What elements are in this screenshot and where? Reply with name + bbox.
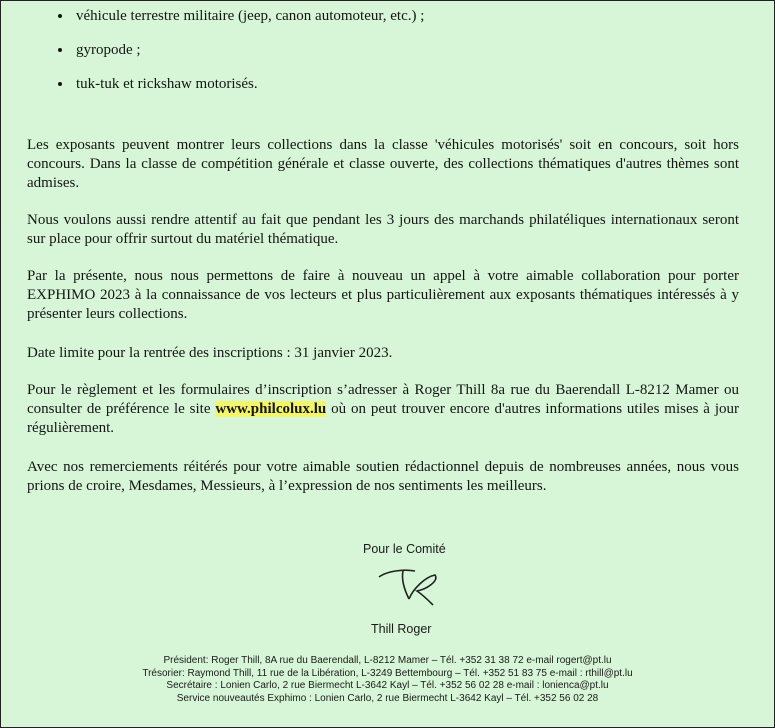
list-item: • gyropode ;: [73, 41, 424, 59]
letter-footer: [1, 655, 774, 705]
paragraph-text: où on peut trouver encore d'autres informations utiles mises à jour régulièrement.: [27, 401, 739, 436]
paragraph-appel: Par la présente, nous nous permettons de faire à nouveau un appel à votre aimable collaboration pour porter EXPHIMO 2023 à la connaissance de vos lecteurs et plus particulièrement aux exposants thématiques intéressés à y présenter leurs collections.: [27, 268, 739, 322]
list-item: • tuk-tuk et rickshaw motorisés.: [73, 75, 424, 93]
footer-line-tresorier: Trésorier: Raymond Thill, 11 rue de la Libération, L-3249 Bettembourg – Tél. +352 51 83 75 e-mail : rthill@pt.lu: [142, 667, 633, 679]
signature-label: Pour le Comité: [363, 542, 446, 556]
list-item: • véhicule terrestre militaire (jeep, canon automoteur, etc.) ;: [73, 7, 424, 25]
vehicle-list: [33, 7, 424, 109]
website-link[interactable]: www.philcolux.lu: [215, 401, 327, 417]
paragraph-date-limite: Date limite pour la rentrée des inscriptions : 31 janvier 2023.: [27, 345, 393, 361]
footer-line-service: Service nouveautés Exphimo : Lonien Carlo, 2 rue Biermecht L-3642 Kayl – Tél. +352 56 02 28: [176, 692, 599, 704]
paragraph-exposants: Les exposants peuvent montrer leurs collections dans la classe 'véhicules motorisés' soit en concours, soit hors concours. Dans la classe de compétition générale et classe ouverte, des collections thématiques d'autres thèmes sont admises.: [27, 137, 739, 191]
paragraph-remerciements: Avec nos remerciements réitérés pour votre aimable soutien rédactionnel depuis de nombreuses années, nous vous prions de croire, Mesdames, Messieurs, à l’expression de nos sentiments les meilleurs.: [27, 459, 739, 494]
signatory-name: Thill Roger: [371, 622, 432, 636]
footer-line-secretaire: Secrétaire : Lonien Carlo, 2 rue Biermecht L-3642 Kayl – Tél. +352 56 02 28 e-mail : lonienca@pt.lu: [166, 680, 609, 691]
paragraph-reglement: [27, 381, 739, 438]
paragraph-marchands: Nous voulons aussi rendre attentif au fait que pendant les 3 jours des marchands philatéliques internationaux seront sur place pour offrir surtout du matériel thématique.: [27, 212, 739, 247]
footer-line-president: Président: Roger Thill, 8A rue du Baerendall, L-8212 Mamer – Tél. +352 31 38 72 e-mail rogert@pt.lu: [163, 655, 612, 666]
handwritten-signature: [373, 561, 443, 609]
paragraph-text: Pour le règlement et les formulaires d’inscription s’adresser à Roger Thill 8a rue du Baerendall L-8212 Mamer ou consulter de préférence le site: [27, 382, 739, 417]
